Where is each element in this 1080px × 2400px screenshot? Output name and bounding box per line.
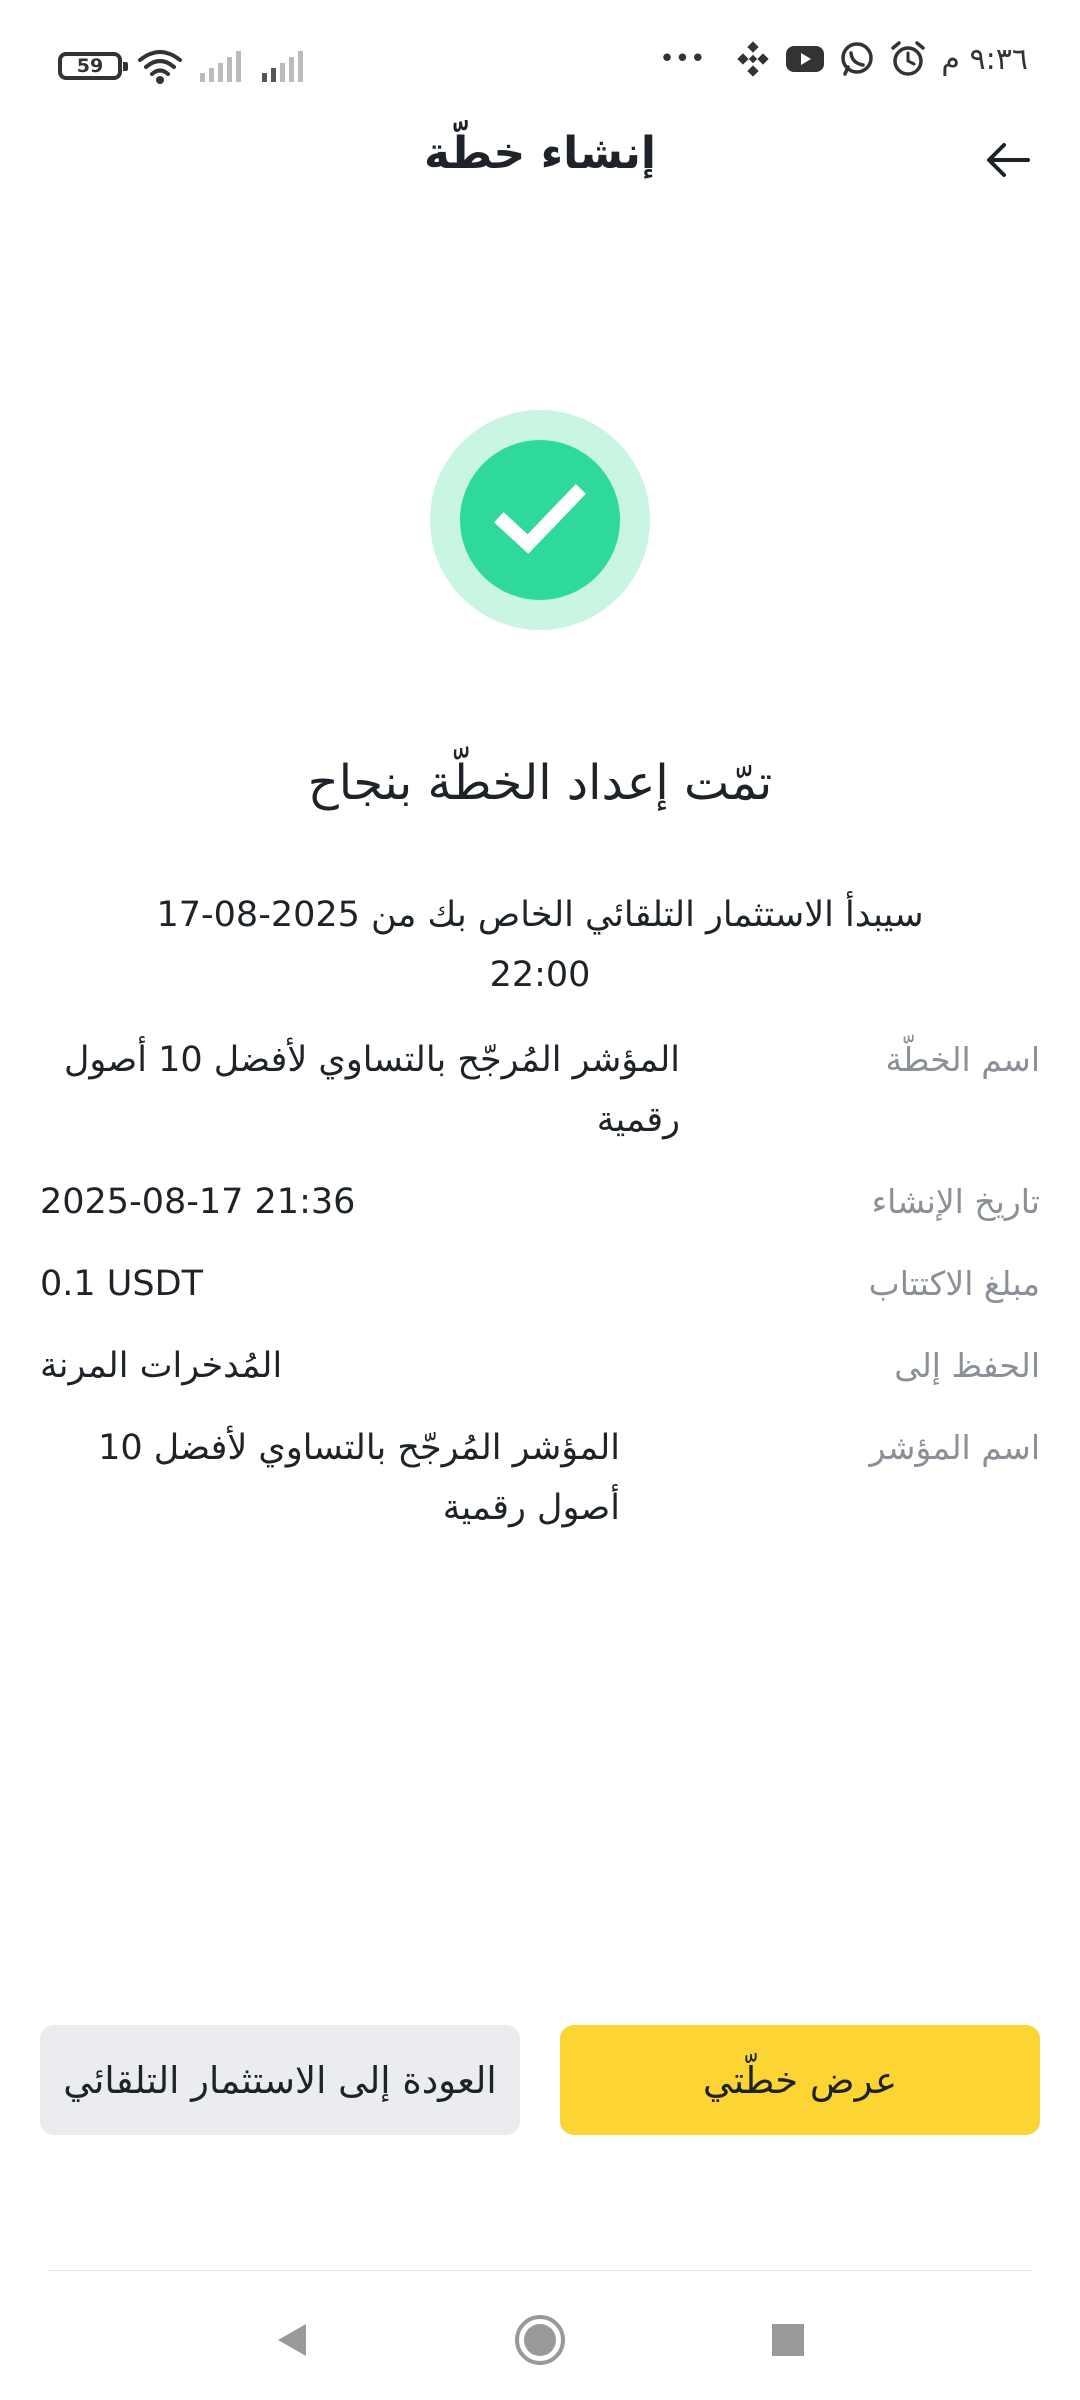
detail-row-created-date <box>40 1172 1040 1232</box>
detail-row-amount <box>40 1254 1040 1314</box>
detail-value: المؤشر المُرجّح بالتساوي لأفضل 10 أصول رقمية <box>63 1040 680 1140</box>
header <box>0 120 1080 200</box>
nav-recents-button[interactable] <box>758 2310 818 2370</box>
plan-details <box>40 1030 1040 1560</box>
nav-back-button[interactable] <box>262 2310 322 2370</box>
detail-row-save-to <box>40 1336 1040 1396</box>
back-button[interactable] <box>978 130 1038 190</box>
view-my-plan-button[interactable]: عرض خطّتي <box>560 2025 1040 2135</box>
back-to-auto-invest-button[interactable]: العودة إلى الاستثمار التلقائي <box>40 2025 520 2135</box>
wifi-icon <box>136 46 184 86</box>
detail-row-plan-name <box>40 1030 1040 1150</box>
detail-label: الحفظ إلى <box>894 1346 1040 1385</box>
success-subtitle: سيبدأ الاستثمار التلقائي الخاص بك من 2025-08-17 22:00 <box>156 895 924 995</box>
nav-home-button[interactable] <box>510 2310 570 2370</box>
success-title: تمّت إعداد الخطّة بنجاح <box>307 755 773 811</box>
status-bar <box>0 0 1080 130</box>
battery-level: 59 <box>76 55 104 77</box>
checkmark-icon <box>492 480 588 560</box>
detail-label: تاريخ الإنشاء <box>871 1182 1040 1221</box>
detail-label: اسم الخطّة <box>885 1040 1040 1079</box>
success-icon-circle <box>460 440 620 600</box>
page-title: إنشاء خطّة <box>424 128 656 179</box>
whatsapp-icon <box>839 41 875 77</box>
signal-icon <box>198 49 246 83</box>
detail-row-index-name <box>40 1418 1040 1538</box>
system-nav-bar <box>0 2300 1080 2380</box>
battery-icon <box>58 52 122 80</box>
status-time: ٩:٣٦ م <box>941 41 1028 77</box>
signal-icon-2 <box>260 49 308 83</box>
detail-value: 0.1 USDT <box>40 1264 203 1304</box>
success-icon-halo <box>430 410 650 630</box>
nav-divider <box>48 2270 1032 2271</box>
overflow-dots: ••• <box>659 44 706 74</box>
binance-icon <box>735 41 771 77</box>
square-recents-icon <box>768 2320 808 2360</box>
detail-value: المُدخرات المرنة <box>40 1346 283 1386</box>
status-left <box>58 46 308 86</box>
youtube-icon <box>785 44 825 74</box>
circle-home-icon <box>513 2313 567 2367</box>
triangle-back-icon <box>272 2320 312 2360</box>
detail-label: اسم المؤشر <box>869 1428 1040 1467</box>
status-right <box>659 40 1028 78</box>
detail-label: مبلغ الاكتتاب <box>868 1264 1040 1303</box>
alarm-icon <box>889 40 927 78</box>
detail-value: 2025-08-17 21:36 <box>40 1182 356 1222</box>
arrow-left-icon <box>984 140 1032 180</box>
detail-value: المؤشر المُرجّح بالتساوي لأفضل 10 أصول رقمية <box>98 1428 620 1528</box>
